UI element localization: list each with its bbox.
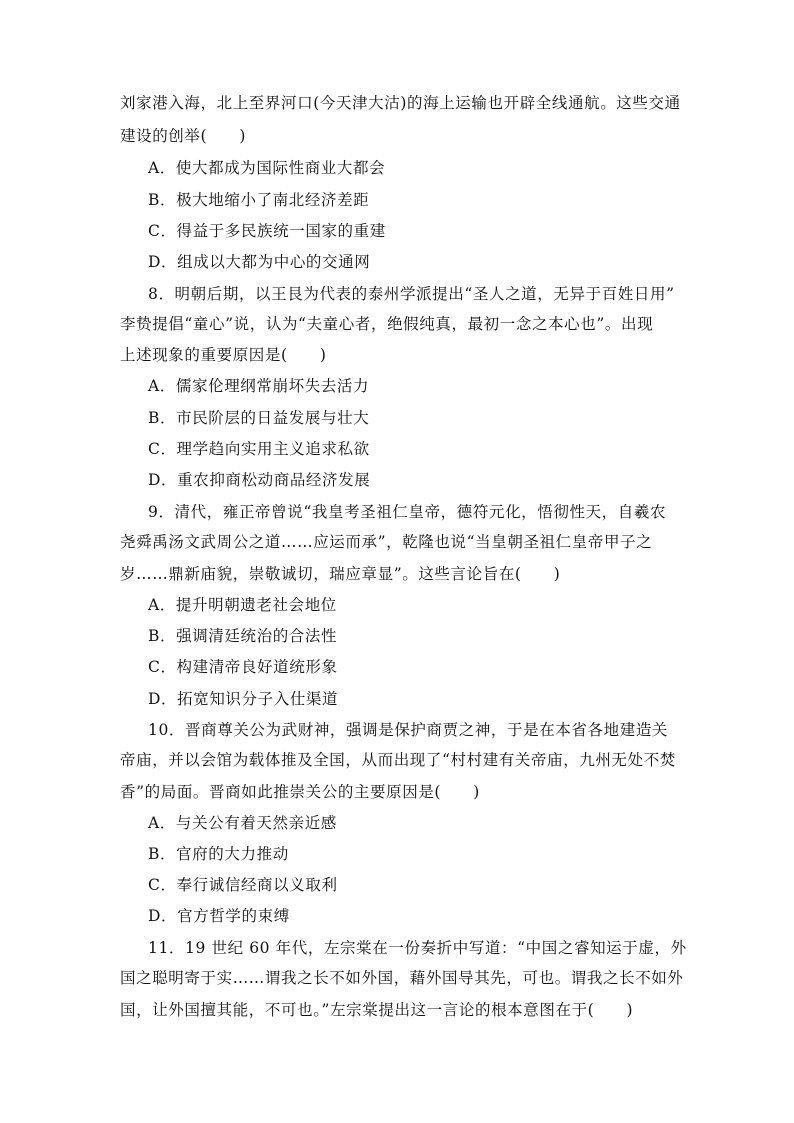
q7-option-c: C．得益于多民族统一国家的重建 (148, 222, 386, 240)
q10-stem-line-2: 帝庙，并以会馆为载体推及全国，从而出现了“村村建有关帝庙，九州无处不焚 (120, 751, 676, 769)
q8-stem-line-1: 8．明朝后期，以王艮为代表的泰州学派提出“圣人之道，无异于百姓日用” (148, 285, 675, 303)
q8-option-a: A．儒家伦理纲常崩坏失去活力 (148, 377, 370, 395)
q7-option-d: D．组成以大都为中心的交通网 (148, 253, 371, 271)
q9-option-b: B．强调清廷统治的合法性 (148, 627, 338, 645)
q7-stem-line-1: 刘家港入海，北上至界河口(今天津大沽)的海上运输也开辟全线通航。这些交通 (120, 94, 681, 112)
q11-stem-line-3: 国，让外国擅其能，不可也。”左宗棠提出这一言论的根本意图在于( ) (120, 1001, 634, 1019)
q9-option-d: D．拓宽知识分子入仕渠道 (148, 690, 339, 708)
q8-stem-line-2: 李贽提倡“童心”说，认为“夫童心者，绝假纯真，最初一念之本心也”。出现 (120, 315, 654, 333)
q9-stem-line-2: 尧舜禹汤文武周公之道……应运而承”，乾隆也说“当皇朝圣祖仁皇帝甲子之 (120, 533, 653, 551)
q10-stem-line-3: 香”的局面。晋商如此推崇关公的主要原因是( ) (120, 783, 480, 801)
q11-stem-line-1: 11．19 世纪 60 年代，左宗棠在一份奏折中写道：“中国之睿知运于虚，外 (148, 939, 687, 957)
q7-option-a: A．使大都成为国际性商业大都会 (148, 159, 386, 177)
q10-stem-line-1: 10．晋商尊关公为武财神，强调是保护商贾之神，于是在本省各地建造关 (148, 721, 669, 739)
q8-stem-line-3: 上述现象的重要原因是( ) (120, 346, 327, 364)
q9-option-c: C．构建清帝良好道统形象 (148, 658, 338, 676)
q9-stem-line-3: 岁……鼎新庙貌，崇敬诚切，瑞应章显”。这些言论旨在( ) (120, 565, 561, 583)
q10-option-a: A．与关公有着天然亲近感 (148, 814, 337, 832)
q9-option-a: A．提升明朝遗老社会地位 (148, 596, 337, 614)
q7-stem-line-2: 建设的创举( ) (120, 127, 246, 145)
q8-option-c: C．理学趋向实用主义追求私欲 (148, 440, 370, 458)
q7-option-b: B．极大地缩小了南北经济差距 (148, 191, 370, 209)
q11-stem-line-2: 国之聪明寄于实……谓我之长不如外国，藉外国导其先，可也。谓我之长不如外 (120, 969, 684, 987)
q8-option-d: D．重农抑商松动商品经济发展 (148, 471, 371, 489)
q10-option-b: B．官府的大力推动 (148, 845, 289, 863)
q8-option-b: B．市民阶层的日益发展与壮大 (148, 409, 370, 427)
q10-option-d: D．官方哲学的束缚 (148, 907, 290, 925)
q10-option-c: C．奉行诚信经商以义取利 (148, 876, 338, 894)
q9-stem-line-1: 9．清代，雍正帝曾说“我皇考圣祖仁皇帝，德符元化，悟彻性天，自羲农 (148, 503, 667, 521)
